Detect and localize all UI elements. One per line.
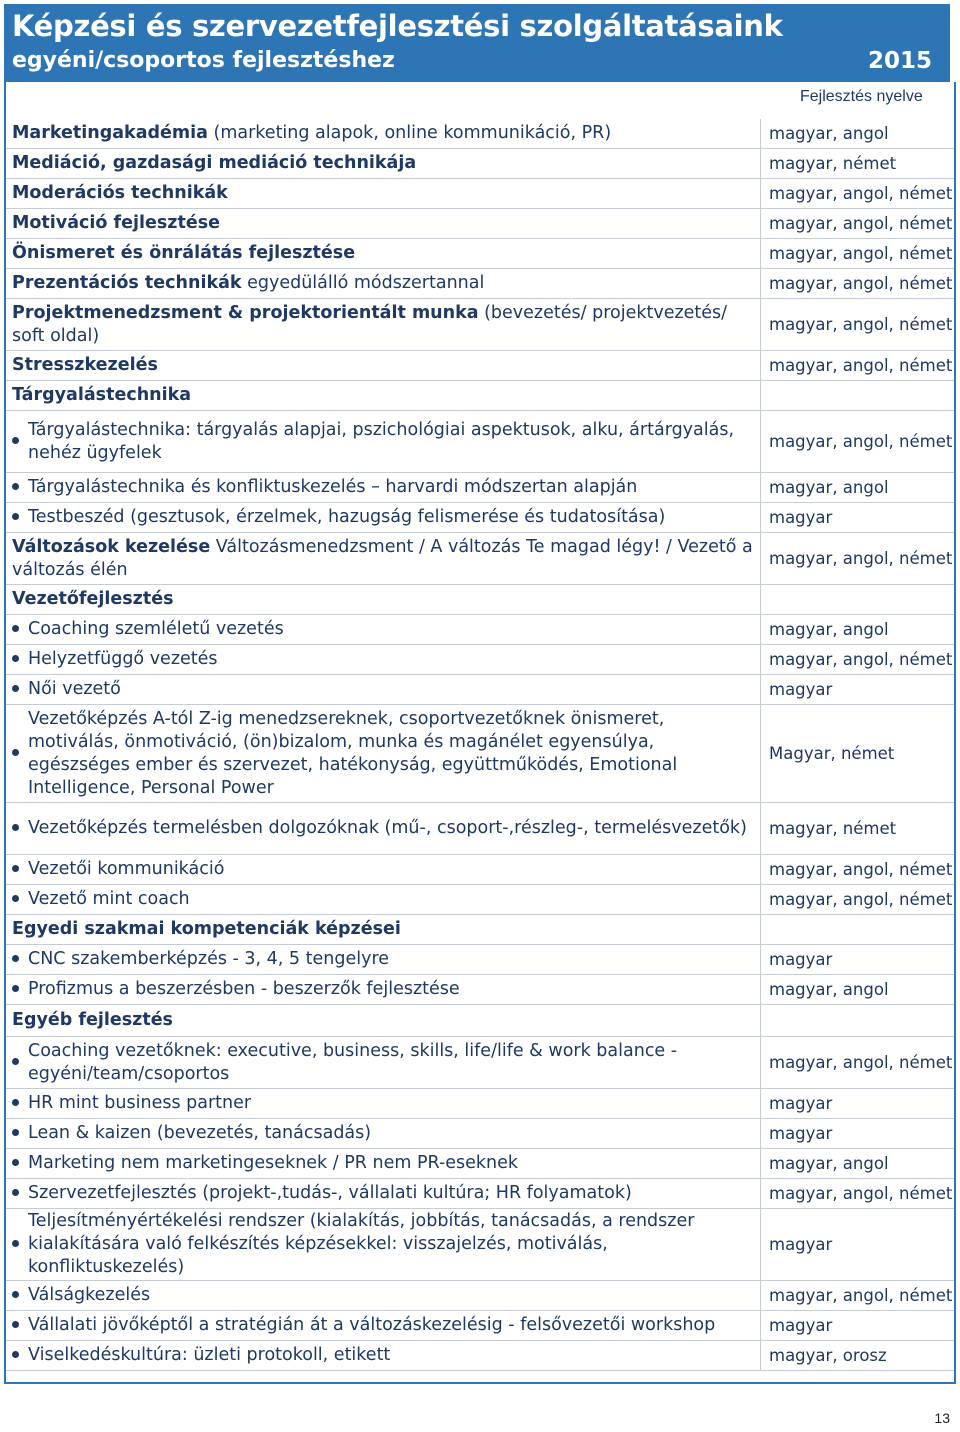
table-row <box>6 351 954 381</box>
service-cell <box>6 351 760 380</box>
service-description: (bevezetés/ projektvezetés/ soft oldal) <box>12 302 728 346</box>
table-row <box>6 299 954 351</box>
language-cell: magyar, angol <box>760 473 954 502</box>
service-cell <box>6 473 760 502</box>
service-cell <box>6 705 760 802</box>
language-cell: magyar, angol, német <box>760 239 954 268</box>
bullet-icon <box>12 1182 28 1205</box>
service-heading: Egyedi szakmai kompetenciák képzései <box>12 919 401 939</box>
service-name <box>12 272 484 295</box>
service-heading: Vezetőfejlesztés <box>12 589 174 609</box>
bullet-icon <box>12 858 28 881</box>
service-description: Női vezető <box>28 679 121 699</box>
table-row <box>6 885 954 915</box>
service-cell <box>6 975 760 1004</box>
language-cell <box>760 381 954 410</box>
service-name <box>28 1092 251 1115</box>
service-cell <box>6 1281 760 1310</box>
table-row <box>6 1037 954 1089</box>
table-row <box>6 1089 954 1119</box>
bullet-icon <box>12 1092 28 1115</box>
table-row <box>6 269 954 299</box>
language-cell: magyar, angol, német <box>760 299 954 350</box>
bullet-icon <box>12 678 28 701</box>
service-name <box>28 708 760 800</box>
service-name <box>28 618 284 641</box>
service-description: Vezetői kommunikáció <box>28 859 225 879</box>
service-name <box>28 1210 760 1279</box>
table-row <box>6 1119 954 1149</box>
service-description: Vállalati jövőképtől a stratégián át a változáskezelésig - felsővezetői workshop <box>28 1315 716 1335</box>
table-row <box>6 855 954 885</box>
service-description: CNC szakemberképzés - 3, 4, 5 tengelyre <box>28 949 390 969</box>
language-cell: magyar, angol, német <box>760 209 954 238</box>
service-description: Szervezetfejlesztés (projekt-,tudás-, vállalati kultúra; HR folyamatok) <box>28 1183 632 1203</box>
language-cell: magyar, angol, német <box>760 269 954 298</box>
service-name <box>28 1182 632 1205</box>
table-row <box>6 675 954 705</box>
language-cell: magyar, angol, német <box>760 855 954 884</box>
service-cell <box>6 675 760 704</box>
table-row <box>6 915 954 945</box>
language-cell: magyar, angol, német <box>760 885 954 914</box>
language-cell: magyar, orosz <box>760 1341 954 1370</box>
service-name <box>28 419 760 465</box>
language-cell: magyar, angol, német <box>760 1179 954 1208</box>
bullet-icon <box>12 1344 28 1367</box>
service-cell <box>6 239 760 268</box>
service-heading: Tárgyalástechnika <box>12 385 192 405</box>
service-cell <box>6 533 760 584</box>
service-description: Vezetőképzés termelésben dolgozóknak (mű-, csoport-,részleg-, termelésvezetők) <box>28 818 747 838</box>
service-name <box>12 242 355 265</box>
service-description: Válságkezelés <box>28 1285 151 1305</box>
service-cell <box>6 945 760 974</box>
service-name <box>12 302 760 348</box>
bullet-icon <box>12 618 28 641</box>
service-cell <box>6 615 760 644</box>
service-description: Viselkedéskultúra: üzleti protokoll, etikett <box>28 1345 391 1365</box>
service-cell <box>6 149 760 178</box>
table-row <box>6 119 954 149</box>
table-row <box>6 149 954 179</box>
service-cell <box>6 1341 760 1370</box>
table-row <box>6 1209 954 1281</box>
service-cell <box>6 585 760 614</box>
language-cell: magyar, német <box>760 803 954 854</box>
service-cell <box>6 645 760 674</box>
service-description: Coaching vezetőknek: executive, business, skills, life/life & work balance - egyéni/team/csoportos <box>28 1040 678 1084</box>
service-heading: Változások kezelése <box>12 536 211 557</box>
language-cell: magyar, angol, német <box>760 645 954 674</box>
table-row <box>6 585 954 615</box>
service-name <box>12 354 158 377</box>
service-description: Profizmus a beszerzésben - beszerzők fejlesztése <box>28 979 460 999</box>
service-cell <box>6 209 760 238</box>
service-description: Változásmenedzsment / A változás Te magad légy! / Vezető a változás élén <box>12 536 753 580</box>
language-cell: magyar <box>760 503 954 532</box>
language-cell: magyar, angol <box>760 975 954 1004</box>
service-cell <box>6 1089 760 1118</box>
service-cell <box>6 299 760 350</box>
page-title: Képzési és szervezetfejlesztési szolgáltatásaink <box>12 9 783 43</box>
table-row <box>6 533 954 585</box>
service-cell <box>6 915 760 944</box>
service-name <box>28 817 747 840</box>
table-row <box>6 705 954 803</box>
service-description: Vezető mint coach <box>28 889 190 909</box>
table-row <box>6 209 954 239</box>
service-name <box>28 1284 150 1307</box>
bullet-icon <box>12 1314 28 1337</box>
service-description: Coaching szemléletű vezetés <box>28 619 284 639</box>
service-heading: Mediáció, gazdasági mediáció technikája <box>12 153 417 173</box>
year-label: 2015 <box>867 48 932 74</box>
service-heading: Motiváció fejlesztése <box>12 213 220 233</box>
language-cell: magyar, angol <box>760 615 954 644</box>
bullet-icon <box>12 1051 28 1074</box>
bullet-icon <box>12 978 28 1001</box>
service-description: Marketing nem marketingeseknek / PR nem PR-eseknek <box>28 1153 519 1173</box>
table-row <box>6 381 954 411</box>
service-heading: Prezentációs technikák <box>12 273 242 293</box>
service-heading: Egyéb fejlesztés <box>12 1010 173 1030</box>
service-description: (marketing alapok, online kommunikáció, PR) <box>207 123 612 143</box>
bullet-icon <box>12 1122 28 1145</box>
table-row <box>6 803 954 855</box>
service-cell <box>6 1311 760 1340</box>
service-cell <box>6 503 760 532</box>
bullet-icon <box>12 1233 28 1256</box>
service-cell <box>6 855 760 884</box>
service-name <box>12 182 228 205</box>
language-cell: magyar, angol, német <box>760 1281 954 1310</box>
service-cell <box>6 1005 760 1036</box>
language-cell: magyar, angol, német <box>760 411 954 472</box>
language-cell: magyar, német <box>760 149 954 178</box>
table-row <box>6 1281 954 1311</box>
table-row <box>6 645 954 675</box>
service-name <box>12 212 220 235</box>
service-name <box>12 536 760 582</box>
service-description: Helyzetfüggő vezetés <box>28 649 218 669</box>
language-cell: magyar, angol, német <box>760 351 954 380</box>
language-cell: magyar, angol <box>760 119 954 148</box>
service-name <box>28 978 460 1001</box>
service-cell <box>6 411 760 472</box>
service-name <box>28 1040 760 1086</box>
service-name <box>28 1314 715 1337</box>
bullet-icon <box>12 742 28 765</box>
page-number: 13 <box>934 1410 950 1426</box>
table-row <box>6 945 954 975</box>
service-cell <box>6 269 760 298</box>
bullet-icon <box>12 1284 28 1307</box>
language-cell: magyar <box>760 1311 954 1340</box>
table-row <box>6 1179 954 1209</box>
service-description: Lean & kaizen (bevezetés, tanácsadás) <box>28 1123 372 1143</box>
bullet-icon <box>12 506 28 529</box>
bullet-icon <box>12 648 28 671</box>
language-column-header: Fejlesztés nyelve <box>800 88 923 105</box>
service-description: Tárgyalástechnika és konfliktuskezelés – harvardi módszertan alapján <box>28 477 638 497</box>
service-name <box>28 476 637 499</box>
table-row <box>6 473 954 503</box>
service-name <box>28 1122 371 1145</box>
service-cell <box>6 1149 760 1178</box>
service-description: HR mint business partner <box>28 1093 252 1113</box>
language-cell: magyar <box>760 1089 954 1118</box>
bullet-icon <box>12 476 28 499</box>
service-name <box>28 1152 518 1175</box>
table-row <box>6 1311 954 1341</box>
service-name <box>28 948 389 971</box>
service-description: Vezetőképzés A-tól Z-ig menedzsereknek, csoportvezetőknek önismeret, motiválás, önmotiváció, (ön)bizalom, munka és magánélet egyensúlya, egészséges ember és szervezet, hatékonyság, együttműködés, Emotional Intelligence, Personal Power <box>28 708 678 798</box>
service-cell <box>6 1119 760 1148</box>
service-name <box>12 384 191 407</box>
service-cell <box>6 803 760 854</box>
language-cell <box>760 1005 954 1036</box>
service-cell <box>6 885 760 914</box>
language-cell: magyar, angol, német <box>760 533 954 584</box>
language-cell: Magyar, német <box>760 705 954 802</box>
table-row <box>6 1005 954 1037</box>
service-description: Teljesítményértékelési rendszer (kialakítás, jobbítás, tanácsadás, a rendszer kialakítására való felkészítés képzésekkel: visszajelzés, motiválás, konfliktuskezelés) <box>28 1211 695 1277</box>
table-row <box>6 1149 954 1179</box>
service-heading: Marketingakadémia <box>12 123 208 143</box>
bullet-icon <box>12 817 28 840</box>
service-heading: Moderációs technikák <box>12 183 228 203</box>
table-row <box>6 411 954 473</box>
page-subtitle: egyéni/csoportos fejlesztéshez <box>12 48 395 73</box>
service-name <box>12 918 401 941</box>
table-row <box>6 615 954 645</box>
language-cell: magyar <box>760 1209 954 1280</box>
bullet-icon <box>12 1152 28 1175</box>
language-cell: magyar <box>760 675 954 704</box>
service-cell <box>6 1209 760 1280</box>
service-heading: Projektmenedzsment & projektorientált munka <box>12 302 479 323</box>
service-description: Tárgyalástechnika: tárgyalás alapjai, pszichológiai aspektusok, alku, ártárgyalás, nehéz ügyfelek <box>28 419 735 463</box>
service-name <box>12 588 174 611</box>
bullet-icon <box>12 888 28 911</box>
service-cell <box>6 119 760 148</box>
table-row <box>6 1341 954 1371</box>
service-description: egyedülálló módszertannal <box>241 273 485 293</box>
table-row <box>6 179 954 209</box>
page-header <box>4 4 950 82</box>
service-name <box>28 678 121 701</box>
bullet-icon <box>12 430 28 453</box>
services-table <box>6 119 954 1371</box>
service-name <box>12 1009 173 1032</box>
language-cell: magyar, angol <box>760 1149 954 1178</box>
service-heading: Önismeret és önrálátás fejlesztése <box>12 243 356 263</box>
language-cell: magyar, angol, német <box>760 1037 954 1088</box>
service-name <box>28 1344 390 1367</box>
language-cell <box>760 585 954 614</box>
service-cell <box>6 1037 760 1088</box>
service-cell <box>6 179 760 208</box>
service-name <box>28 858 224 881</box>
language-cell: magyar <box>760 1119 954 1148</box>
service-name <box>12 122 611 145</box>
service-cell <box>6 381 760 410</box>
service-description: Testbeszéd (gesztusok, érzelmek, hazugság felismerése és tudatosítása) <box>28 507 666 527</box>
service-name <box>12 152 416 175</box>
table-row <box>6 503 954 533</box>
service-name <box>28 506 665 529</box>
table-row <box>6 239 954 269</box>
bullet-icon <box>12 948 28 971</box>
service-name <box>28 648 218 671</box>
language-cell: magyar <box>760 945 954 974</box>
service-name <box>28 888 190 911</box>
service-heading: Stresszkezelés <box>12 355 158 375</box>
service-cell <box>6 1179 760 1208</box>
table-row <box>6 975 954 1005</box>
language-cell <box>760 915 954 944</box>
language-cell: magyar, angol, német <box>760 179 954 208</box>
